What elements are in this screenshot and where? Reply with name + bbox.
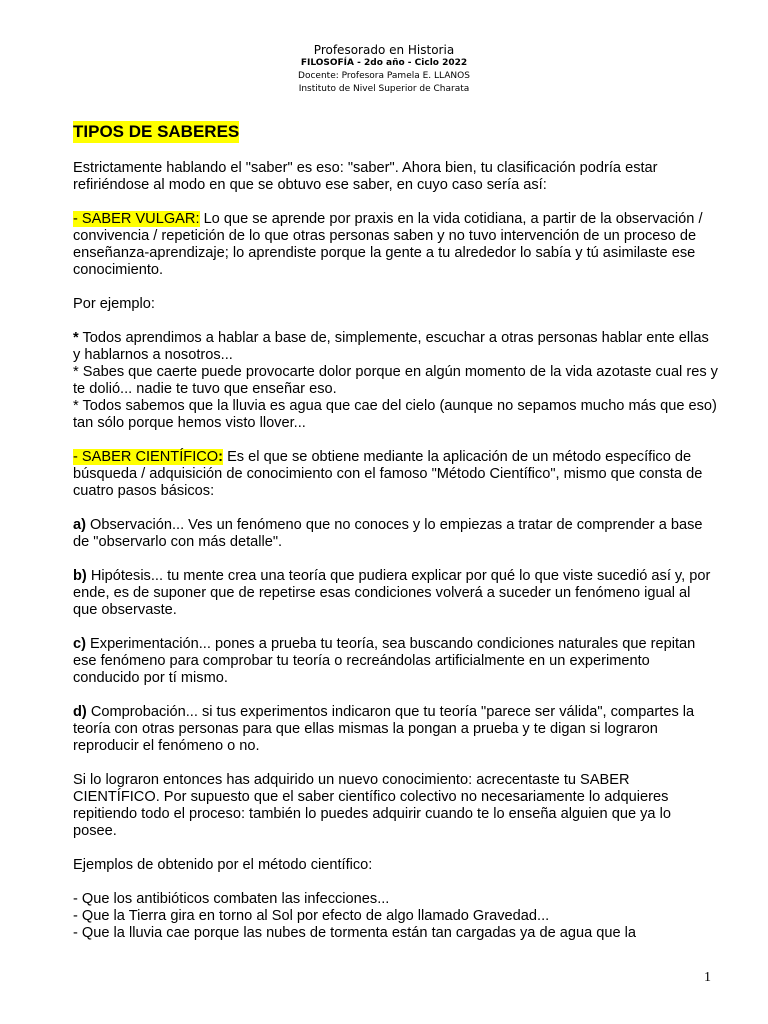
page-number: 1	[704, 970, 711, 985]
saber-cientifico-text: Es el que se obtiene mediante la aplicación de un método específico de búsqueda / adquisición de conocimiento con el famoso "Método Científico", mismo que consta de cuatro pasos básicos:	[73, 449, 703, 499]
saber-cientifico-paragraph	[73, 449, 718, 500]
document-header	[0, 43, 768, 96]
step-paragraph	[73, 704, 718, 755]
header-teacher: Docente: Profesora Pamela E. LLANOS	[298, 71, 470, 81]
step-paragraph	[73, 517, 718, 551]
example-item: * Todos aprendimos a hablar a base de, simplemente, escuchar a otras personas hablar ente ellas y hablarnos a nosotros...	[73, 330, 709, 363]
examples-block	[73, 330, 718, 432]
step-letter: d)	[73, 704, 87, 720]
step-letter: a)	[73, 517, 86, 533]
list-item: - Que la Tierra gira en torno al Sol por efecto de algo llamado Gravedad...	[73, 908, 550, 924]
example-heading: Por ejemplo:	[73, 296, 155, 312]
page-title: TIPOS DE SABERES	[73, 122, 240, 141]
step-letter: b)	[73, 568, 87, 584]
scientific-examples-heading: Ejemplos de obtenido por el método científico:	[73, 857, 373, 873]
step-paragraph	[73, 568, 718, 619]
header-program: Profesorado en Historia	[313, 43, 455, 57]
saber-cientifico-label: - SABER CIENTÍFICO:	[73, 449, 224, 465]
saber-vulgar-label: - SABER VULGAR:	[73, 211, 200, 227]
step-letter: c)	[73, 636, 86, 652]
conclusion-paragraph: Si lo lograron entonces has adquirido un nuevo conocimiento: acrecentaste tu SABER CIENTÍFICO. Por supuesto que el saber científico colectivo no necesariamente lo adquieres repitiendo todo el proceso: también lo puedes adquirir cuando te lo enseña alguien que ya lo posee.	[73, 772, 671, 839]
step-text: Experimentación... pones a prueba tu teoría, sea buscando condiciones naturales que repitan ese fenómeno para comprobar tu teoría o recreándolas artificialmente en un experimento conducido por tí mismo.	[73, 636, 696, 686]
saber-vulgar-paragraph	[73, 211, 718, 279]
step-text: Observación... Ves un fenómeno que no conoces y lo empiezas a tratar de comprender a base de "observarlo con más detalle".	[73, 517, 703, 550]
step-paragraph	[73, 636, 718, 687]
intro-paragraph: Estrictamente hablando el "saber" es eso: "saber". Ahora bien, tu clasificación podría estar refiriéndose al modo en que se obtuvo ese saber, en cuyo caso sería así:	[73, 160, 658, 193]
header-course: FILOSOFÍA - 2do año - Ciclo 2022	[300, 58, 468, 68]
list-item: - Que la lluvia cae porque las nubes de tormenta están tan cargadas ya de agua que la	[73, 925, 637, 941]
saber-vulgar-text: Lo que se aprende por praxis en la vida cotidiana, a partir de la observación / convivencia / repetición de lo que otras personas saben y no tuvo intervención de un proceso de enseñanza-aprendizaje; lo aprendiste porque la gente a tu alrededor lo sabía y tú asimilaste ese conocimiento.	[73, 211, 703, 278]
example-item: * Todos sabemos que la lluvia es agua que cae del cielo (aunque no sepamos mucho más que eso) tan sólo porque hemos visto llover...	[73, 398, 717, 431]
header-institute: Instituto de Nivel Superior de Charata	[298, 84, 470, 94]
document-body	[73, 121, 718, 942]
step-text: Comprobación... si tus experimentos indicaron que tu teoría "parece ser válida", compartes la teoría con otras personas para que ellas mismas la pongan a prueba y te digan si lograron reproducir el fenómeno o no.	[73, 704, 695, 754]
example-bullet: *	[73, 398, 79, 414]
example-bullet: *	[73, 364, 79, 380]
example-item: * Sabes que caerte puede provocarte dolor porque en algún momento de la vida azotaste cual res y te dolió... nadie te tuvo que enseñar eso.	[73, 364, 718, 397]
example-bullet: *	[73, 330, 79, 346]
scientific-examples-list	[73, 891, 718, 942]
list-item: - Que los antibióticos combaten las infecciones...	[73, 891, 390, 907]
step-text: Hipótesis... tu mente crea una teoría que pudiera explicar por qué lo que viste sucedió así y, por ende, es de suponer que de repetirse esas condiciones volverá a suceder un fenómeno igual al que observaste.	[73, 568, 711, 618]
